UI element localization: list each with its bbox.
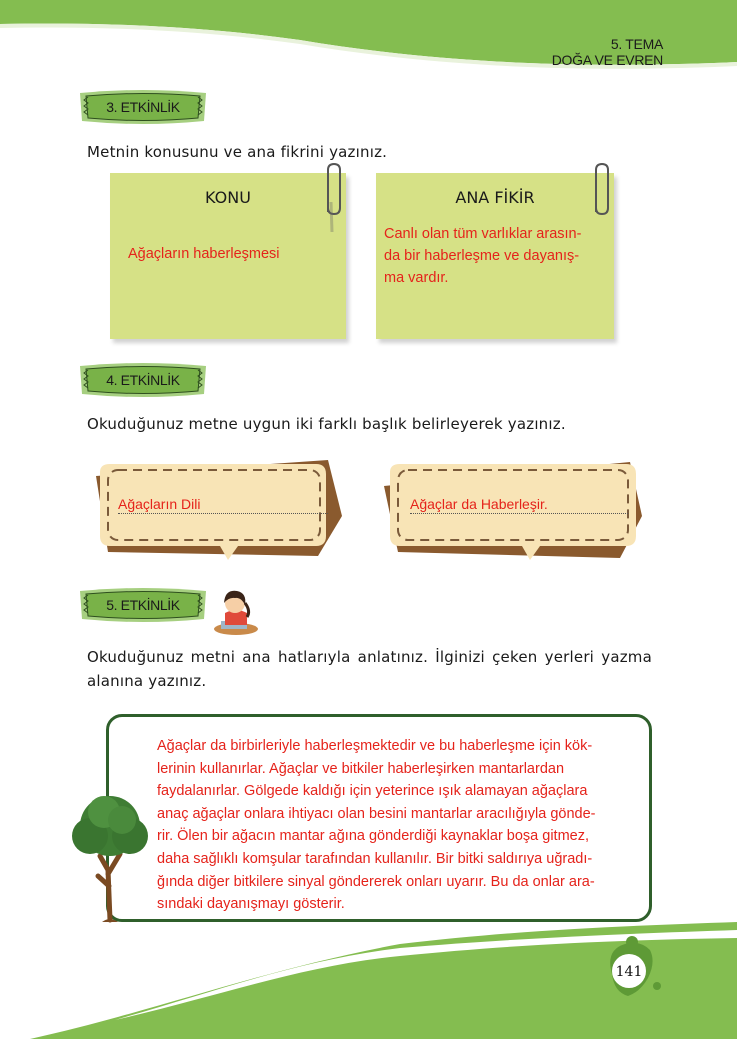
theme-name: DOĞA VE EVREN — [551, 52, 663, 68]
girl-writing-illustration — [211, 585, 261, 637]
title-answer-2[interactable]: Ağaçlar da Haberleşir. — [410, 496, 628, 514]
summary-line: daha sağlıklı komşular tarafından kullanılır. Bir bitki saldırıya uğradı- — [157, 850, 593, 867]
activity-3-instruction: Metnin konusunu ve ana fikrini yazınız. — [87, 143, 388, 161]
summary-line: sındaki dayanışmayı gösterir. — [157, 896, 345, 913]
answer-line: da bir haberleşme ve dayanış- — [384, 248, 580, 264]
activity-5-label: 5. ETKİNLİK — [106, 597, 180, 613]
activity-3-label: 3. ETKİNLİK — [106, 99, 180, 115]
theme-header — [552, 36, 663, 68]
answer-line: ma vardır. — [384, 270, 449, 286]
instruction-line: Okuduğunuz metni ana hatlarıyla anlatınız. İlginizi çeken yerleri yazma — [87, 648, 652, 666]
note-konu-answer[interactable]: Ağaçların haberleşmesi — [128, 246, 280, 262]
title-bubble-1 — [88, 456, 344, 568]
title-answer-1[interactable]: Ağaçların Dili — [118, 496, 328, 514]
activity-3-badge — [78, 89, 208, 125]
activity-5-badge — [78, 587, 208, 623]
note-konu-title: KONU — [205, 188, 251, 207]
summary-line: anaç ağaçlar onlara ihtiyacı olan besini mantarlar aracılığıyla gönde- — [157, 805, 596, 822]
note-konu — [110, 173, 346, 339]
summary-answer[interactable] — [157, 735, 647, 916]
paperclip-icon — [590, 162, 610, 232]
theme-number: 5. TEMA — [610, 36, 663, 52]
note-ana-fikir-title: ANA FİKİR — [455, 188, 535, 207]
summary-line: rir. Ölen bir ağacın mantar ağına gönderdiği kaynaklar boşa gitmez, — [157, 828, 590, 845]
summary-line: ğında diğer bitkilere sinyal göndererek onları uyarır. Bu da onlar ara- — [157, 873, 595, 890]
activity-4-label: 4. ETKİNLİK — [106, 372, 180, 388]
summary-line: lerinin kullanırlar. Ağaçlar ve bitkiler haberleşirken mantarlardan — [157, 760, 565, 777]
note-ana-fikir — [376, 173, 614, 339]
page-number: 141 — [615, 964, 643, 980]
activity-4-instruction: Okuduğunuz metne uygun iki farklı başlık belirleyerek yazınız. — [87, 415, 566, 433]
instruction-line: alanına yazınız. — [87, 672, 207, 690]
paperclip-icon — [322, 162, 342, 242]
answer-line: Canlı olan tüm varlıklar arasın- — [384, 226, 582, 242]
note-ana-fikir-answer[interactable] — [384, 223, 610, 289]
summary-line: faydalanırlar. Gölgede kaldığı için yeterince ışık alamayan ağaçlara — [157, 783, 588, 800]
title-bubble-2 — [380, 456, 646, 568]
activity-4-badge — [78, 362, 208, 398]
activity-5-instruction — [87, 645, 652, 693]
summary-line: Ağaçlar da birbirleriyle haberleşmektedir ve bu haberleşme için kök- — [157, 738, 593, 754]
